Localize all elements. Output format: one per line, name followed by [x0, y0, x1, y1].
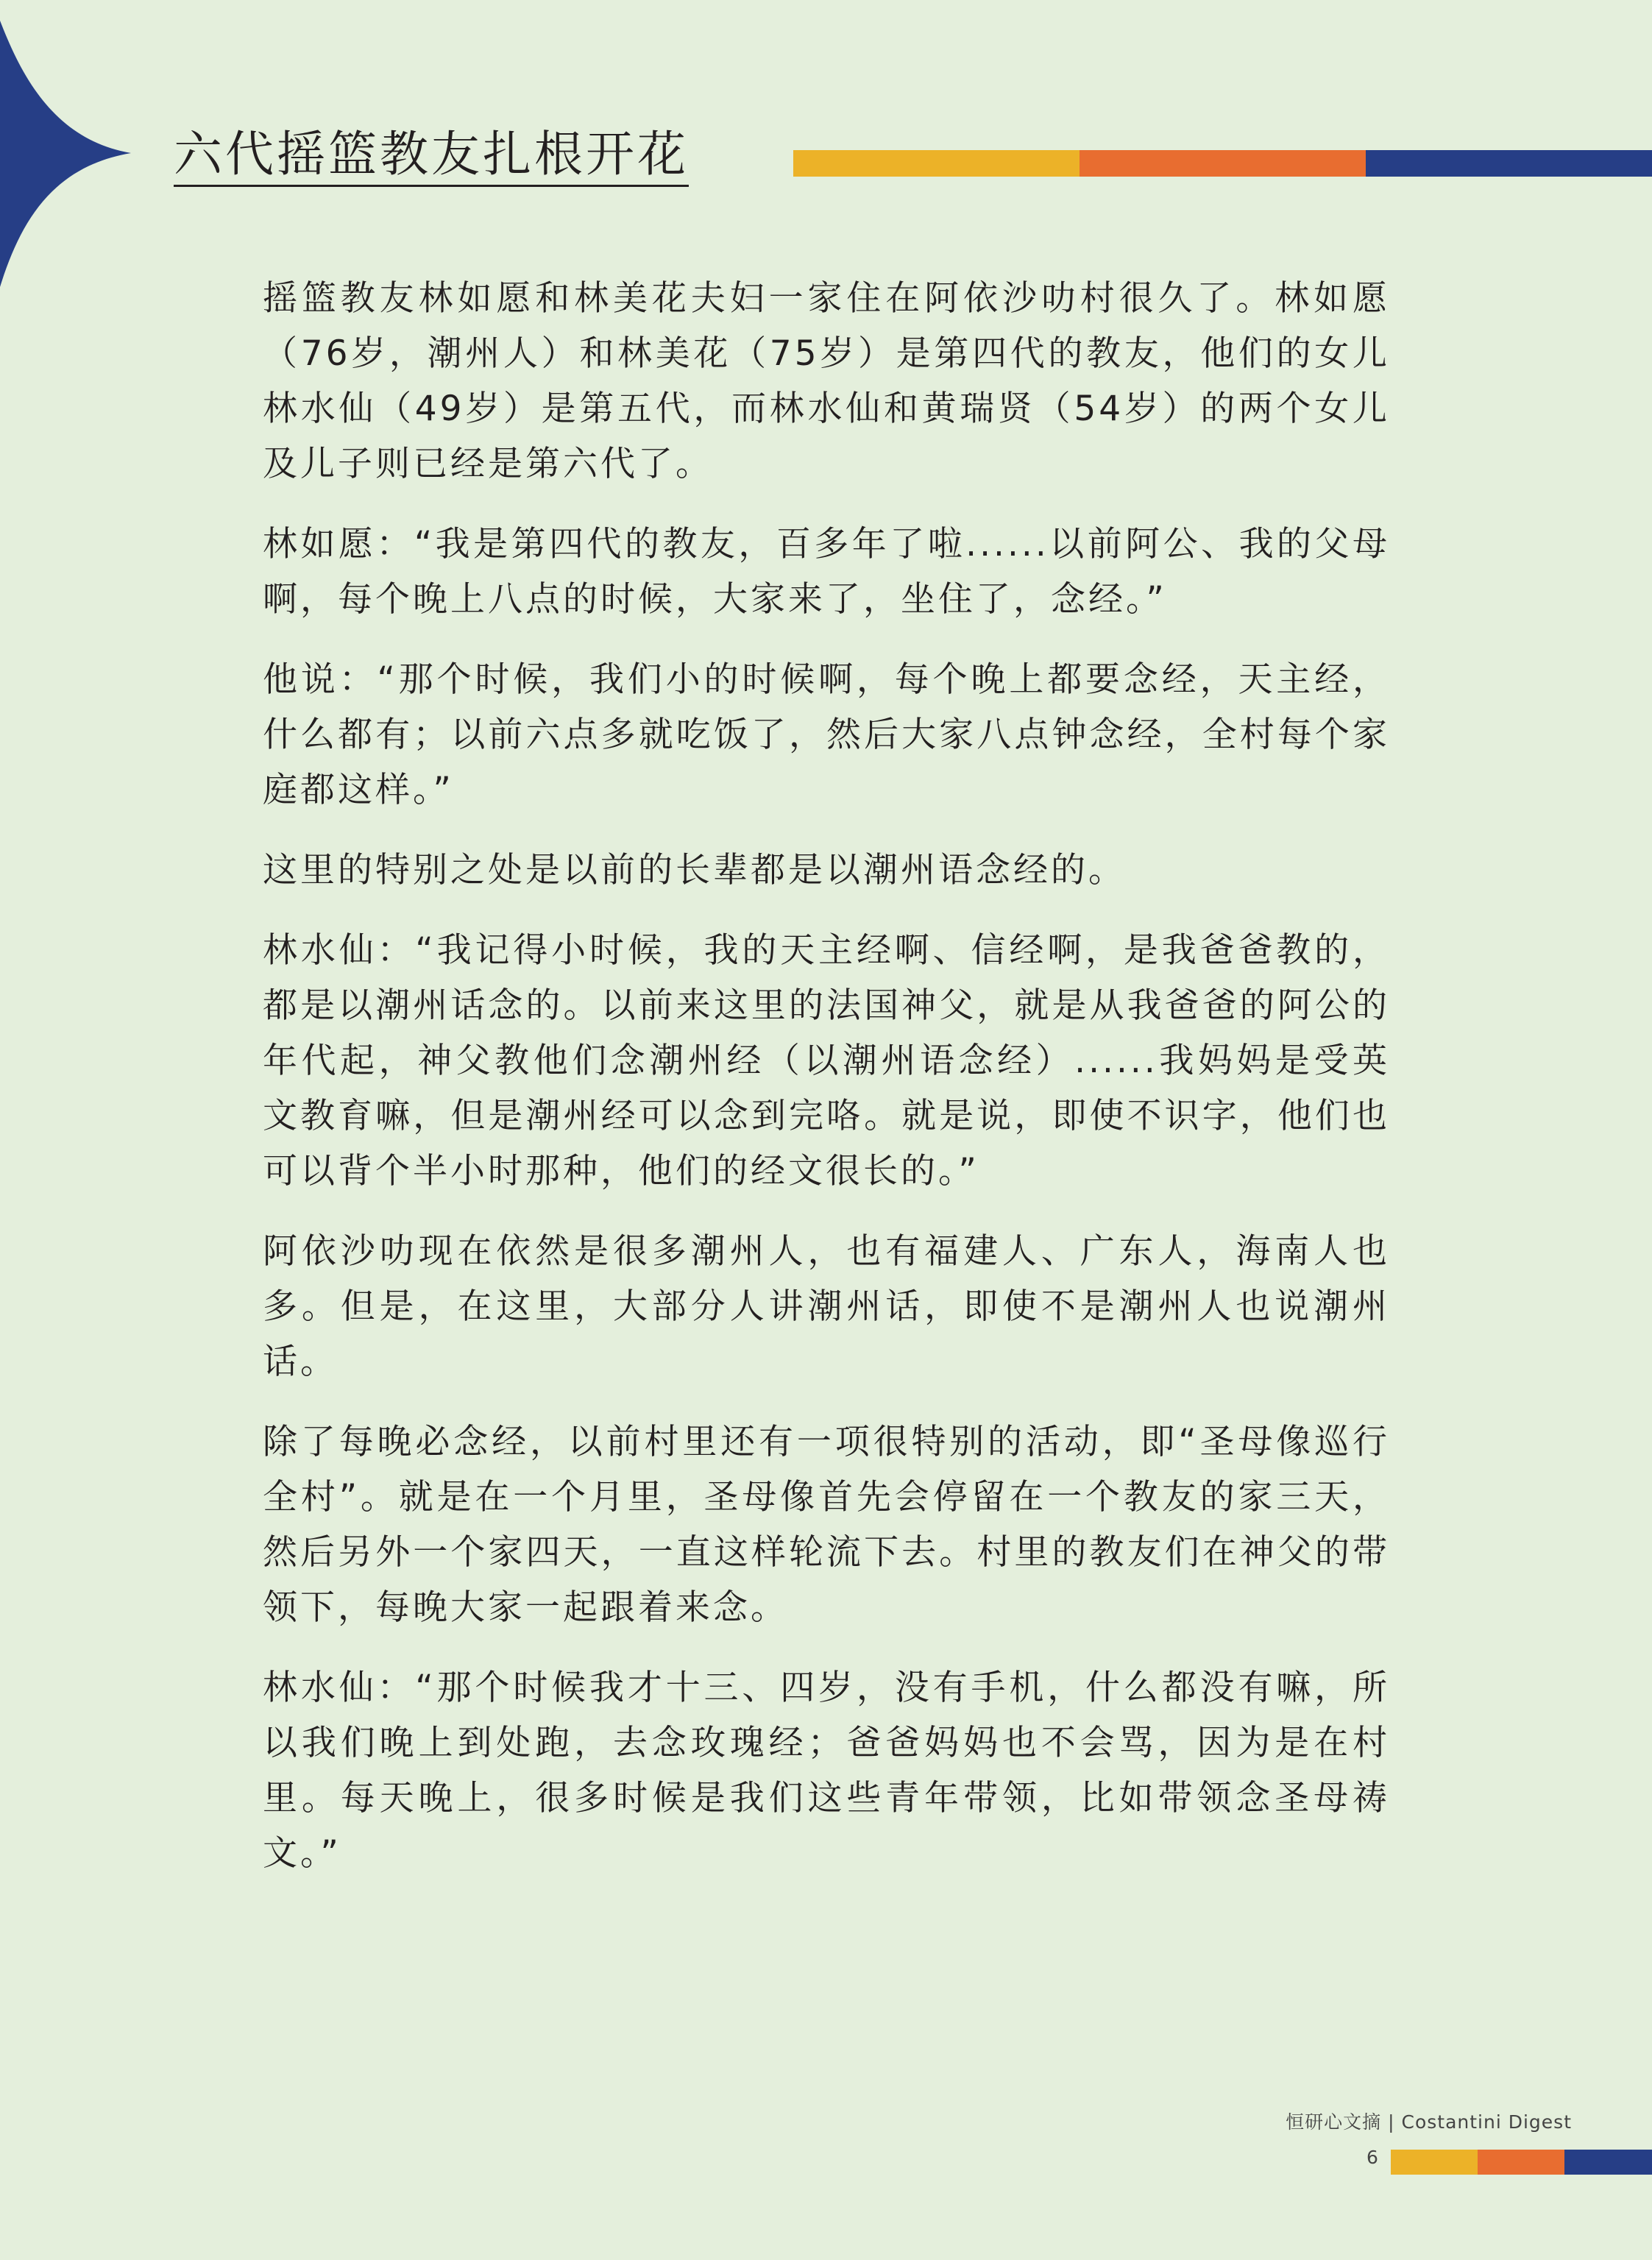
paragraph: 他说：“那个时候，我们小的时候啊，每个晚上都要念经，天主经，什么都有；以前六点多就吃饭了，然后大家八点钟念经，全村每个家庭都这样。”	[263, 659, 1390, 810]
paragraph: 林水仙：“我记得小时候，我的天主经啊、信经啊，是我爸爸教的，都是以潮州话念的。以前来这里的法国神父，就是从我爸爸的阿公的年代起，神父教他们念潮州经（以潮州语念经）......我妈妈是受英文教育嘛，但是潮州经可以念到完咯。就是说，即使不识字，他们也可以背个半小时那种，他们的经文很长的。”	[263, 930, 1390, 1191]
publication-name: 恒研心文摘 | Costantini Digest	[1286, 2111, 1572, 2133]
article-body	[263, 271, 1390, 1906]
paragraph: 除了每晚必念经，以前村里还有一项很特别的活动，即“圣母像巡行全村”。就是在一个月里，圣母像首先会停留在一个教友的家三天，然后另外一个家四天，一直这样轮流下去。村里的教友们在神父的带领下，每晚大家一起跟着来念。	[263, 1422, 1390, 1628]
stripe-blue-segment	[1564, 2150, 1652, 2175]
page-title: 六代摇篮教友扎根开花	[174, 125, 689, 187]
page-number: 6	[1366, 2147, 1378, 2168]
paragraph: 阿依沙叻现在依然是很多潮州人，也有福建人、广东人，海南人也多。但是，在这里，大部分人讲潮州话，即使不是潮州人也说潮州话。	[263, 1231, 1390, 1382]
paragraph: 林如愿：“我是第四代的教友，百多年了啦......以前阿公、我的父母啊，每个晚上八点的时候，大家来了，坐住了，念经。”	[263, 524, 1390, 620]
paragraph: 这里的特别之处是以前的长辈都是以潮州语念经的。	[263, 850, 1126, 890]
header-color-stripe	[793, 150, 1652, 177]
stripe-blue-segment	[1366, 150, 1652, 177]
footer-color-stripe	[1391, 2150, 1652, 2175]
stripe-orange-segment	[1478, 2150, 1564, 2175]
paragraph: 摇篮教友林如愿和林美花夫妇一家住在阿依沙叻村很久了。林如愿（76岁，潮州人）和林美花（75岁）是第四代的教友，他们的女儿林水仙（49岁）是第五代，而林水仙和黄瑞贤（54岁）的两个女儿及儿子则已经是第六代了。	[263, 278, 1390, 484]
paragraph: 林水仙：“那个时候我才十三、四岁，没有手机，什么都没有嘛，所以我们晚上到处跑，去念玫瑰经；爸爸妈妈也不会骂，因为是在村里。每天晚上，很多时候是我们这些青年带领，比如带领念圣母祷文。”	[263, 1668, 1390, 1874]
corner-decoration	[0, 0, 147, 294]
stripe-yellow-segment	[793, 150, 1080, 177]
stripe-orange-segment	[1080, 150, 1366, 177]
stripe-yellow-segment	[1391, 2150, 1478, 2175]
